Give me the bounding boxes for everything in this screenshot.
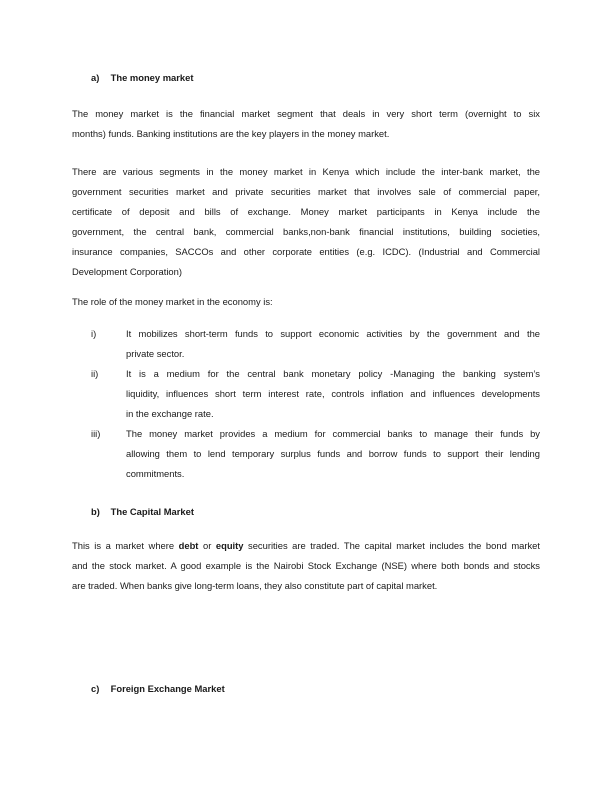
text-line: There are various segments in the money market in Kenya which include the inter-bank market, the (72, 166, 540, 177)
text-line: in the exchange rate. (126, 408, 214, 419)
text-line: and the stock market. A good example is the Nairobi Stock Exchange (NSE) where both bonds and stocks (72, 560, 540, 571)
text-line: insurance companies, SACCOs and other corporate entities (e.g. ICDC). (Industrial and Commercial (72, 246, 540, 257)
text-line: The role of the money market in the economy is: (72, 296, 273, 307)
text-line: The money market is the financial market segment that deals in very short term (overnight to six (72, 108, 540, 119)
paragraph-capital-market (72, 536, 540, 596)
heading-number: c) (91, 683, 100, 694)
bold-term-debt: debt (178, 540, 199, 551)
heading-number: a) (91, 72, 100, 83)
paragraph-role-intro (72, 292, 540, 312)
text-line: It mobilizes short-term funds to support economic activities by the government and the (126, 328, 540, 339)
text-line: government securities market and private securities market that involves sale of commercial paper, (72, 186, 540, 197)
text-line: private sector. (126, 348, 185, 359)
section-heading-foreign-exchange-market (91, 683, 225, 694)
list-item-label: i) (91, 328, 97, 339)
text-line: months) funds. Banking institutions are the key players in the money market. (72, 128, 390, 139)
text-line: allowing them to lend temporary surplus funds and borrow funds to support their lending (126, 448, 540, 459)
text-line (72, 536, 540, 556)
text-line: liquidity, influences short term interest rate, controls inflation and influences developments (126, 388, 540, 399)
text-line: certificate of deposit and bills of exchange. Money market participants in Kenya include the (72, 206, 540, 217)
text-run: This is a market where (72, 540, 179, 551)
list-item-label: ii) (91, 368, 99, 379)
paragraph-money-market-segments (72, 162, 540, 282)
list-item-label: iii) (91, 428, 101, 439)
text-line: It is a medium for the central bank monetary policy -Managing the banking system’s (126, 368, 540, 379)
text-line: commitments. (126, 468, 185, 479)
heading-title: The money market (110, 72, 194, 83)
text-run: or (198, 540, 216, 551)
heading-number: b) (91, 506, 100, 517)
heading-title: Foreign Exchange Market (110, 683, 225, 694)
section-heading-capital-market (91, 506, 194, 517)
paragraph-money-market-definition (72, 104, 540, 144)
text-line: The money market provides a medium for commercial banks to manage their funds by (126, 428, 540, 439)
text-run: securities are traded. The capital market includes the bond market (243, 540, 540, 551)
heading-title: The Capital Market (110, 506, 194, 517)
text-line: government, the central bank, commercial banks,non-bank financial institutions, building societies, (72, 226, 540, 237)
bold-term-equity: equity (215, 540, 244, 551)
text-line: Development Corporation) (72, 266, 182, 277)
text-line: are traded. When banks give long-term loans, they also constitute part of capital market. (72, 580, 438, 591)
section-heading-money-market (91, 72, 193, 83)
